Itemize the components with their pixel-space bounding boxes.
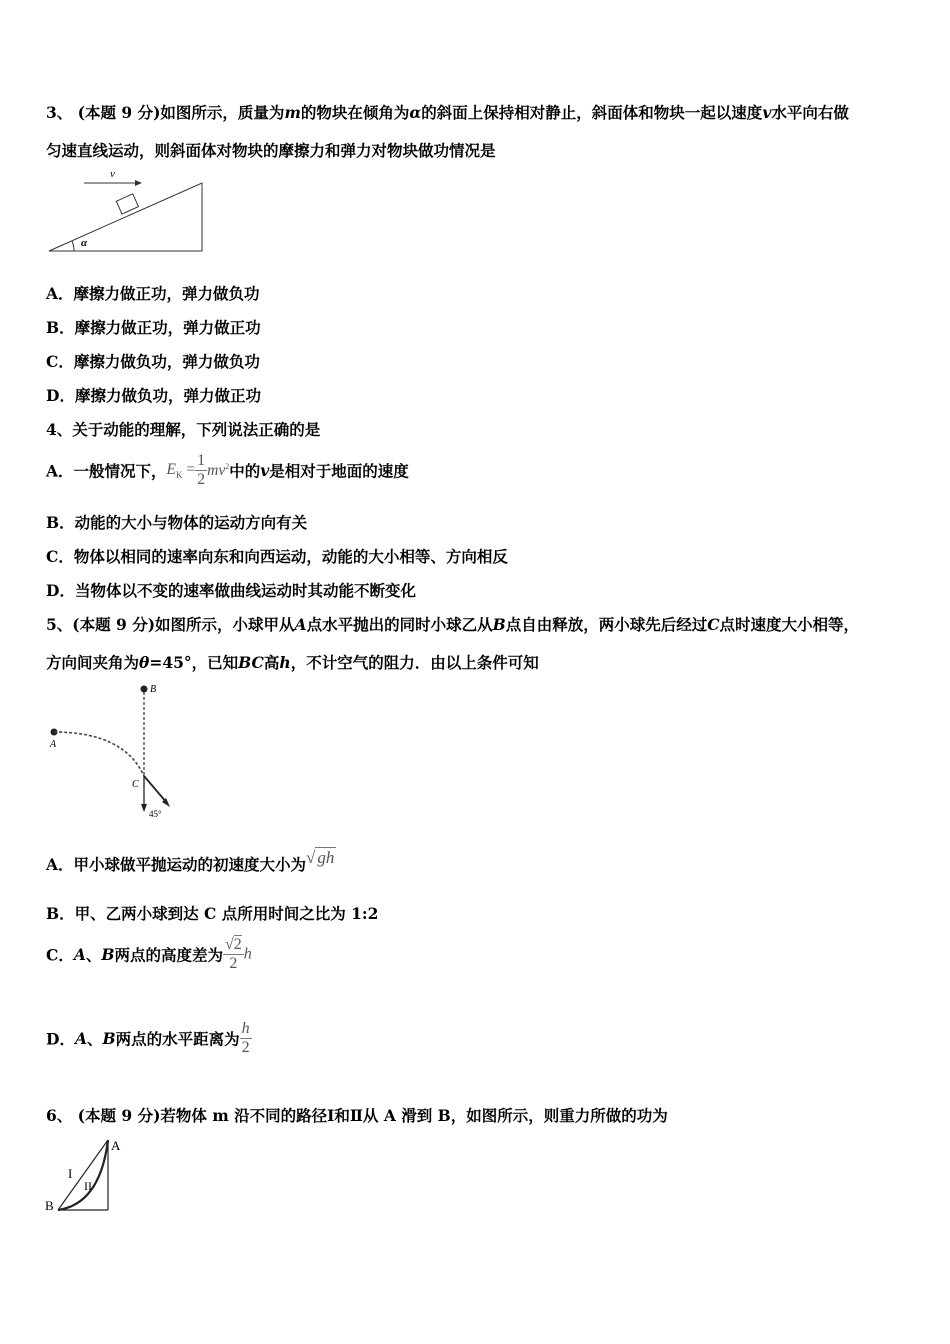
q4-option-a-text: 中的 [229, 461, 261, 481]
q5-option-d: D．A、B两点的水平距离为 $\frac{h}{2}$ [46, 1020, 250, 1056]
q3-text: 3、 (本题 9 分)如图所示，质量为 [46, 103, 285, 122]
fig-a-label: A [50, 739, 57, 750]
fig-path-ii-label: II [84, 1179, 92, 1193]
q3-incline-figure [44, 166, 209, 256]
block [116, 194, 138, 214]
incline-triangle [49, 183, 202, 251]
q5-option-c: C．A、B两点的高度差为 $\frac{√2}{2}$ h [46, 936, 252, 972]
fig-path-i-label: I [68, 1166, 73, 1181]
q3-var-m: m [284, 103, 301, 122]
sqrt-gh: √ gh [306, 848, 335, 867]
q3-text: 的斜面上保持相对静止，斜面体和物块一起以速度 [421, 103, 763, 122]
q3-var-v: v [762, 103, 772, 122]
q5-stem-line1: 5、(本题 9 分)如图所示，小球甲从A点水平抛出的同时小球乙从B点自由释放，两小球先后经过C点时速度大小相等， [46, 615, 860, 634]
q4-option-a-text: 是相对于地面的速度 [269, 461, 409, 481]
fig-b-label: B [150, 684, 157, 695]
q3-text: 的物块在倾角为 [300, 103, 410, 122]
q3-stem-line1 [46, 101, 849, 123]
angle-arc [72, 241, 74, 251]
q4-option-c: C．物体以相同的速率向东和向西运动，动能的大小相等、方向相反 [46, 547, 508, 566]
fig-angle-label: 45° [149, 809, 162, 819]
q3-stem-line2: 匀速直线运动，则斜面体对物块的摩擦力和弹力对物块做功情况是 [46, 141, 496, 160]
kinetic-energy-formula: $E_K$ = [166, 460, 196, 481]
q5-option-b: B．甲、乙两小球到达 C 点所用时间之比为 1:2 [46, 904, 379, 923]
formula-fraction: $\frac{1}{2}$ [197, 452, 206, 488]
q4-option-a-text: A．一般情况下， [46, 461, 167, 481]
vertical-arrowhead [141, 804, 147, 812]
fig-alpha-label: α [81, 237, 88, 249]
point-b-dot [141, 686, 148, 693]
formula-mv: $mv^2$ [207, 461, 230, 479]
q4-stem: 4、关于动能的理解，下列说法正确的是 [46, 420, 321, 439]
velocity-arrowhead [135, 180, 142, 186]
q4-var-v: v [260, 461, 270, 480]
q5-option-a: A．甲小球做平抛运动的初速度大小为√ gh [46, 848, 335, 874]
sqrt2-over-2: $\frac{√2}{2}$ [225, 936, 242, 972]
fig-a-label: A [111, 1138, 121, 1153]
q5-stem-line2: 方向间夹角为θ=45°，已知BC高h，不计空气的阻力．由以上条件可知 [46, 653, 539, 672]
q6-path-figure [42, 1134, 132, 1216]
q3-var-alpha: α [409, 103, 422, 122]
q6-stem: 6、 (本题 9 分)若物体 m 沿不同的路径Ⅰ和Ⅱ从 A 滑到 B，如图所示，则重力所做的功为 [46, 1106, 668, 1125]
q3-text: 水平向右做 [771, 103, 849, 122]
projectile-path [54, 732, 144, 776]
q4-option-d: D．当物体以不变的速率做曲线运动时其动能不断变化 [46, 581, 416, 600]
q3-option-b: B．摩擦力做正功，弹力做正功 [46, 318, 261, 337]
q3-option-d: D．摩擦力做负功，弹力做正功 [46, 386, 261, 405]
velocity-direction-line [144, 776, 167, 803]
q4-option-b: B．动能的大小与物体的运动方向有关 [46, 513, 308, 532]
fig-v-label: v [110, 168, 115, 180]
h-over-2: $\frac{h}{2}$ [241, 1020, 250, 1056]
q5-projectile-figure [44, 680, 184, 825]
fig-b-label: B [45, 1198, 54, 1213]
q3-option-c: C．摩擦力做负功，弹力做负功 [46, 352, 260, 371]
q3-option-a: A．摩擦力做正功，弹力做负功 [46, 284, 260, 303]
q4-option-a [46, 452, 409, 489]
fig-c-label: C [132, 779, 139, 790]
